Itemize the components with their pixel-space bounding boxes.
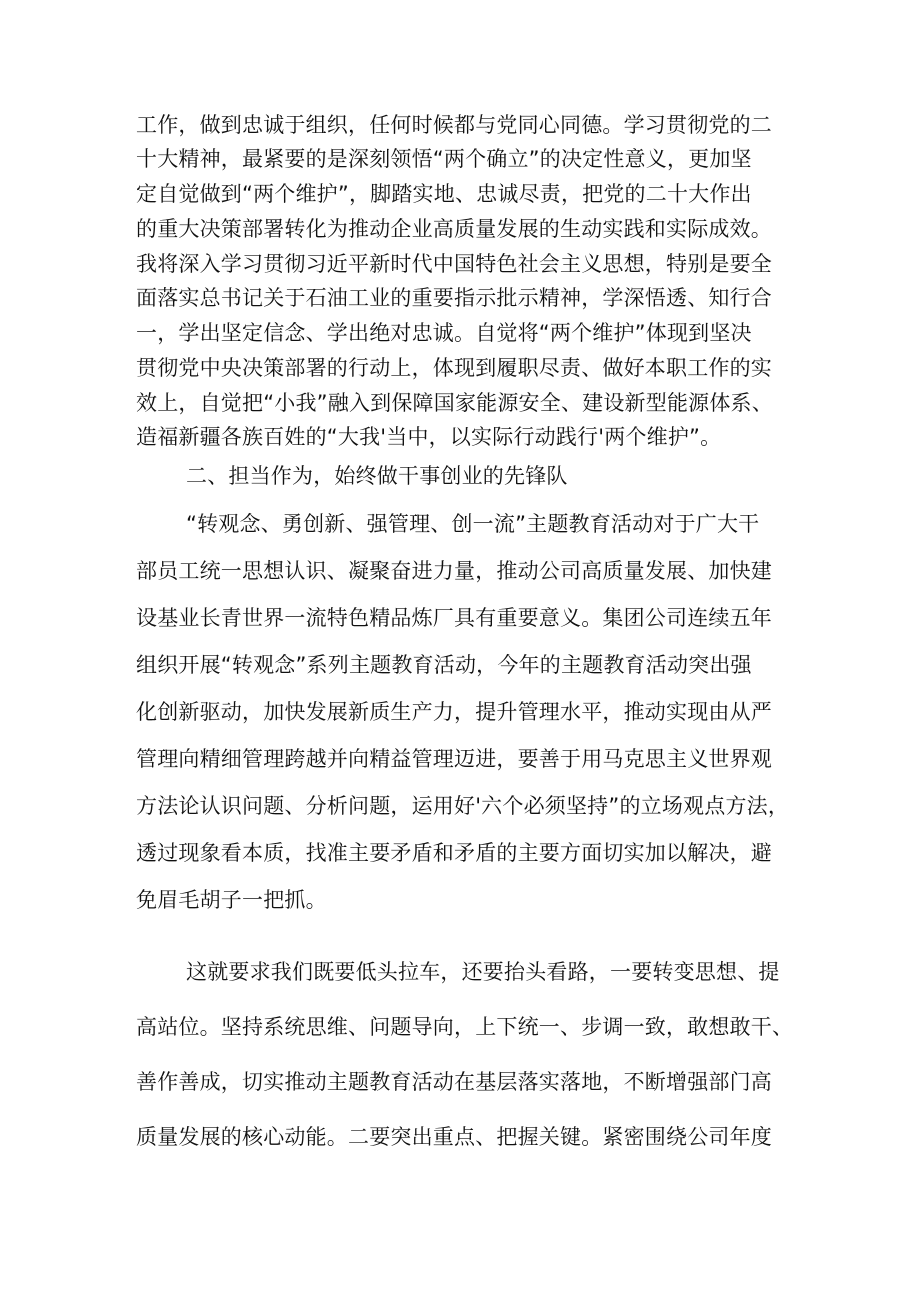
paragraph-2-line-7: 方法论认识问题、分析问题，运用好'六个必须坚持”的立场观点方法， [136, 794, 790, 818]
paragraph-1-line-4: 的重大决策部署转化为推动企业高质量发展的生动实践和实际成效。 [136, 217, 772, 241]
paragraph-2-line-3: 设基业长青世界一流特色精品炼厂具有重要意义。集团公司连续五年 [136, 606, 772, 630]
paragraph-3-line-1: 这就要求我们既要低头拉车，还要抬头看路，一要转变思想、提 [186, 960, 780, 984]
paragraph-2-line-5: 化创新驱动，加快发展新质生产力，提升管理水平，推动实现由从严 [136, 700, 772, 724]
paragraph-1-line-6: 面落实总书记关于石油工业的重要指示批示精神，学深悟透、知行合 [136, 286, 772, 310]
paragraph-3-line-2: 高站位。坚持系统思维、问题导向，上下统一、步调一致，敢想敢干、 [136, 1015, 794, 1039]
paragraph-1-line-10: 造福新疆各族百姓的“大我'当中，以实际行动践行'两个维护”。 [136, 425, 722, 449]
paragraph-1-line-5: 我将深入学习贯彻习近平新时代中国特色社会主义思想，特别是要全 [136, 252, 772, 276]
paragraph-2-line-9: 免眉毛胡子一把抓。 [136, 888, 327, 912]
paragraph-1-line-3: 定自觉做到“两个维护”，脚踏实地、忠诚尽责，把党的二十大作出 [136, 182, 752, 206]
paragraph-2-line-1: “转观念、勇创新、强管理、创一流”主题教育活动对于广大干 [186, 512, 760, 536]
paragraph-1-line-7: 一，学出坚定信念、学出绝对忠诚。自觉将“两个维护”体现到坚决 [136, 321, 752, 345]
paragraph-2-line-2: 部员工统一思想认识、凝聚奋进力量，推动公司高质量发展、加快建 [136, 559, 772, 583]
paragraph-2-line-4: 组织开展“转观念”系列主题教育活动，今年的主题教育活动突出强 [136, 653, 752, 677]
paragraph-1-line-1: 工作，做到忠诚于组织，任何时候都与党同心同德。学习贯彻党的二 [136, 113, 772, 137]
paragraph-1-line-9: 效上，自觉把“小我”融入到保障国家能源安全、建设新型能源体系、 [136, 391, 773, 415]
paragraph-1-line-8: 贯彻党中央决策部署的行动上，体现到履职尽责、做好本职工作的实 [136, 356, 772, 380]
section-heading-2: 二、担当作为，始终做干事创业的先锋队 [186, 464, 568, 488]
paragraph-3-line-3: 善作善成，切实推动主题教育活动在基层落实落地，不断增强部门高 [136, 1070, 772, 1094]
paragraph-2-line-6: 管理向精细管理跨越并向精益管理迈进，要善于用马克思主义世界观 [136, 747, 772, 771]
paragraph-3-line-4: 质量发展的核心动能。二要突出重点、把握关键。紧密围绕公司年度 [136, 1125, 772, 1149]
paragraph-1-line-2: 十大精神，最紧要的是深刻领悟“两个确立”的决定性意义，更加坚 [136, 147, 752, 171]
paragraph-2-line-8: 透过现象看本质，找准主要矛盾和矛盾的主要方面切实加以解决，避 [136, 841, 772, 865]
